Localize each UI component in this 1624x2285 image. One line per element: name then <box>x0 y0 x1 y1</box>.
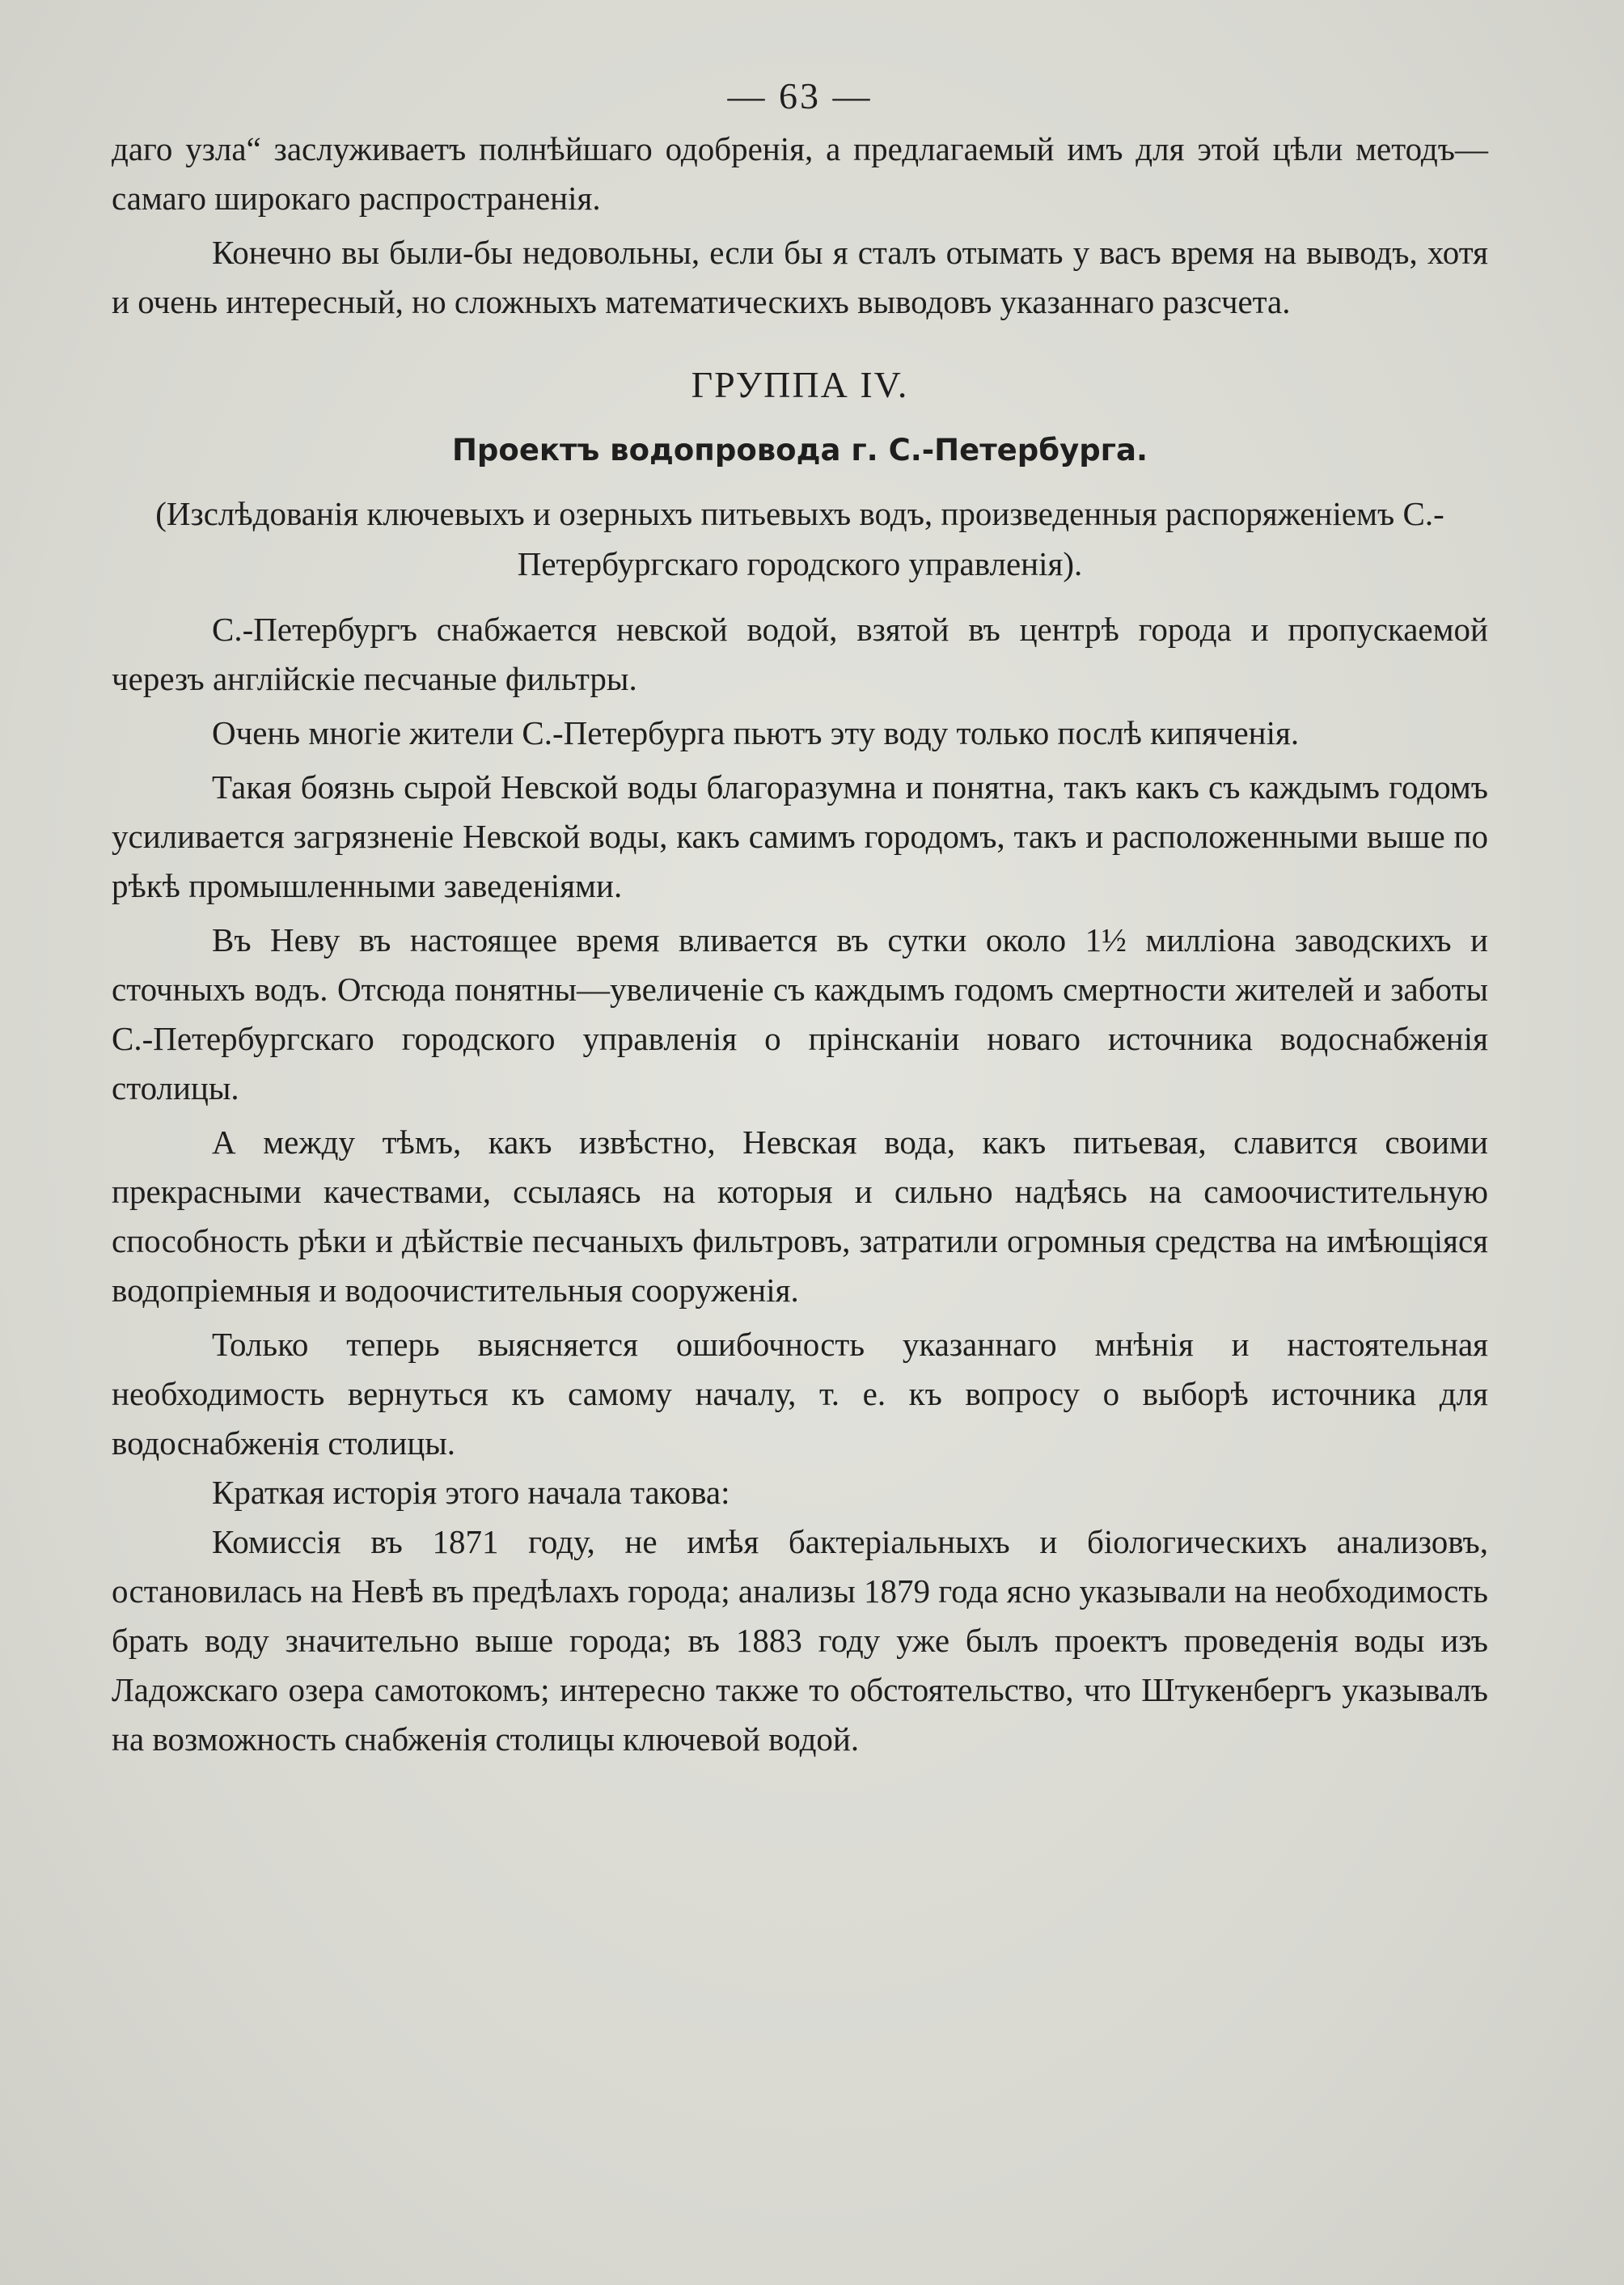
paragraph-continuation: даго узла“ заслуживаетъ полнѣйшаго одобренія, а предлагаемый имъ для этой цѣли методъ—самаго широкаго распространенія. <box>112 130 1488 217</box>
paragraph: Очень многіе жители С.-Петербурга пьютъ эту воду только послѣ кипяченія. <box>212 714 1300 751</box>
paragraph: Комиссія въ 1871 году, не имѣя бактеріальныхъ и біологическихъ анализовъ, остановилась на Невѣ въ предѣлахъ города; анализы 1879 года ясно указывали на необходимость брать воду значительно выше города; въ 1883 году уже былъ проектъ проведенія воды изъ Ладожскаго озера самотокомъ; интересно также то обстоятельство, что Штукенбергъ указывалъ на возможность снабженія столицы ключевой водой. <box>112 1523 1488 1758</box>
paragraph: Краткая исторія этого начала такова: <box>212 1474 730 1511</box>
page-number: — 63 — <box>727 75 873 116</box>
research-note: (Изслѣдованія ключевыхъ и озерныхъ питьевыхъ водъ, произведенныя распоряженіемъ С.-Петербургскаго городского управленія). <box>155 495 1444 582</box>
body-text <box>112 125 1488 1764</box>
paragraph: Конечно вы были-бы недовольны, если бы я сталъ отымать у васъ время на выводъ, хотя и очень интересный, но сложныхъ математическихъ выводовъ указаннаго разсчета. <box>112 234 1488 320</box>
project-title: Проектъ водопровода г. С.-Петербурга. <box>451 433 1148 468</box>
section-heading: ГРУППА IV. <box>691 364 909 405</box>
paragraph: Такая боязнь сырой Невской воды благоразумна и понятна, такъ какъ съ каждымъ годомъ усиливается загрязненіе Невской воды, какъ самимъ городомъ, такъ и расположенными выше по рѣкѣ промышленными заведеніями. <box>112 768 1488 904</box>
paragraph: Въ Неву въ настоящее время вливается въ сутки около 1½ милліона заводскихъ и сточныхъ водъ. Отсюда понятны—увеличеніе съ каждымъ годомъ смертности жителей и заботы С.-Петербургскаго городского управленія о прінсканіи новаго источника водоснабженія столицы. <box>112 921 1488 1107</box>
paragraph: А между тѣмъ, какъ извѣстно, Невская вода, какъ питьевая, славится своими прекрасными качествами, ссылаясь на которыя и сильно надѣясь на самоочистительную способность рѣки и дѣйствіе песчаныхъ фильтровъ, затратили огромныя средства на имѣющіяся водопріемныя и водоочистительныя сооруженія. <box>112 1123 1488 1309</box>
paragraph: Только теперь выясняется ошибочность указаннаго мнѣнія и настоятельная необходимость вернуться къ самому началу, т. е. къ вопросу о выборѣ источника для водоснабженія столицы. <box>112 1326 1488 1462</box>
paragraph: С.-Петербургъ снабжается невской водой, взятой въ центрѣ города и пропускаемой черезъ англійскіе песчаные фильтры. <box>112 611 1488 697</box>
